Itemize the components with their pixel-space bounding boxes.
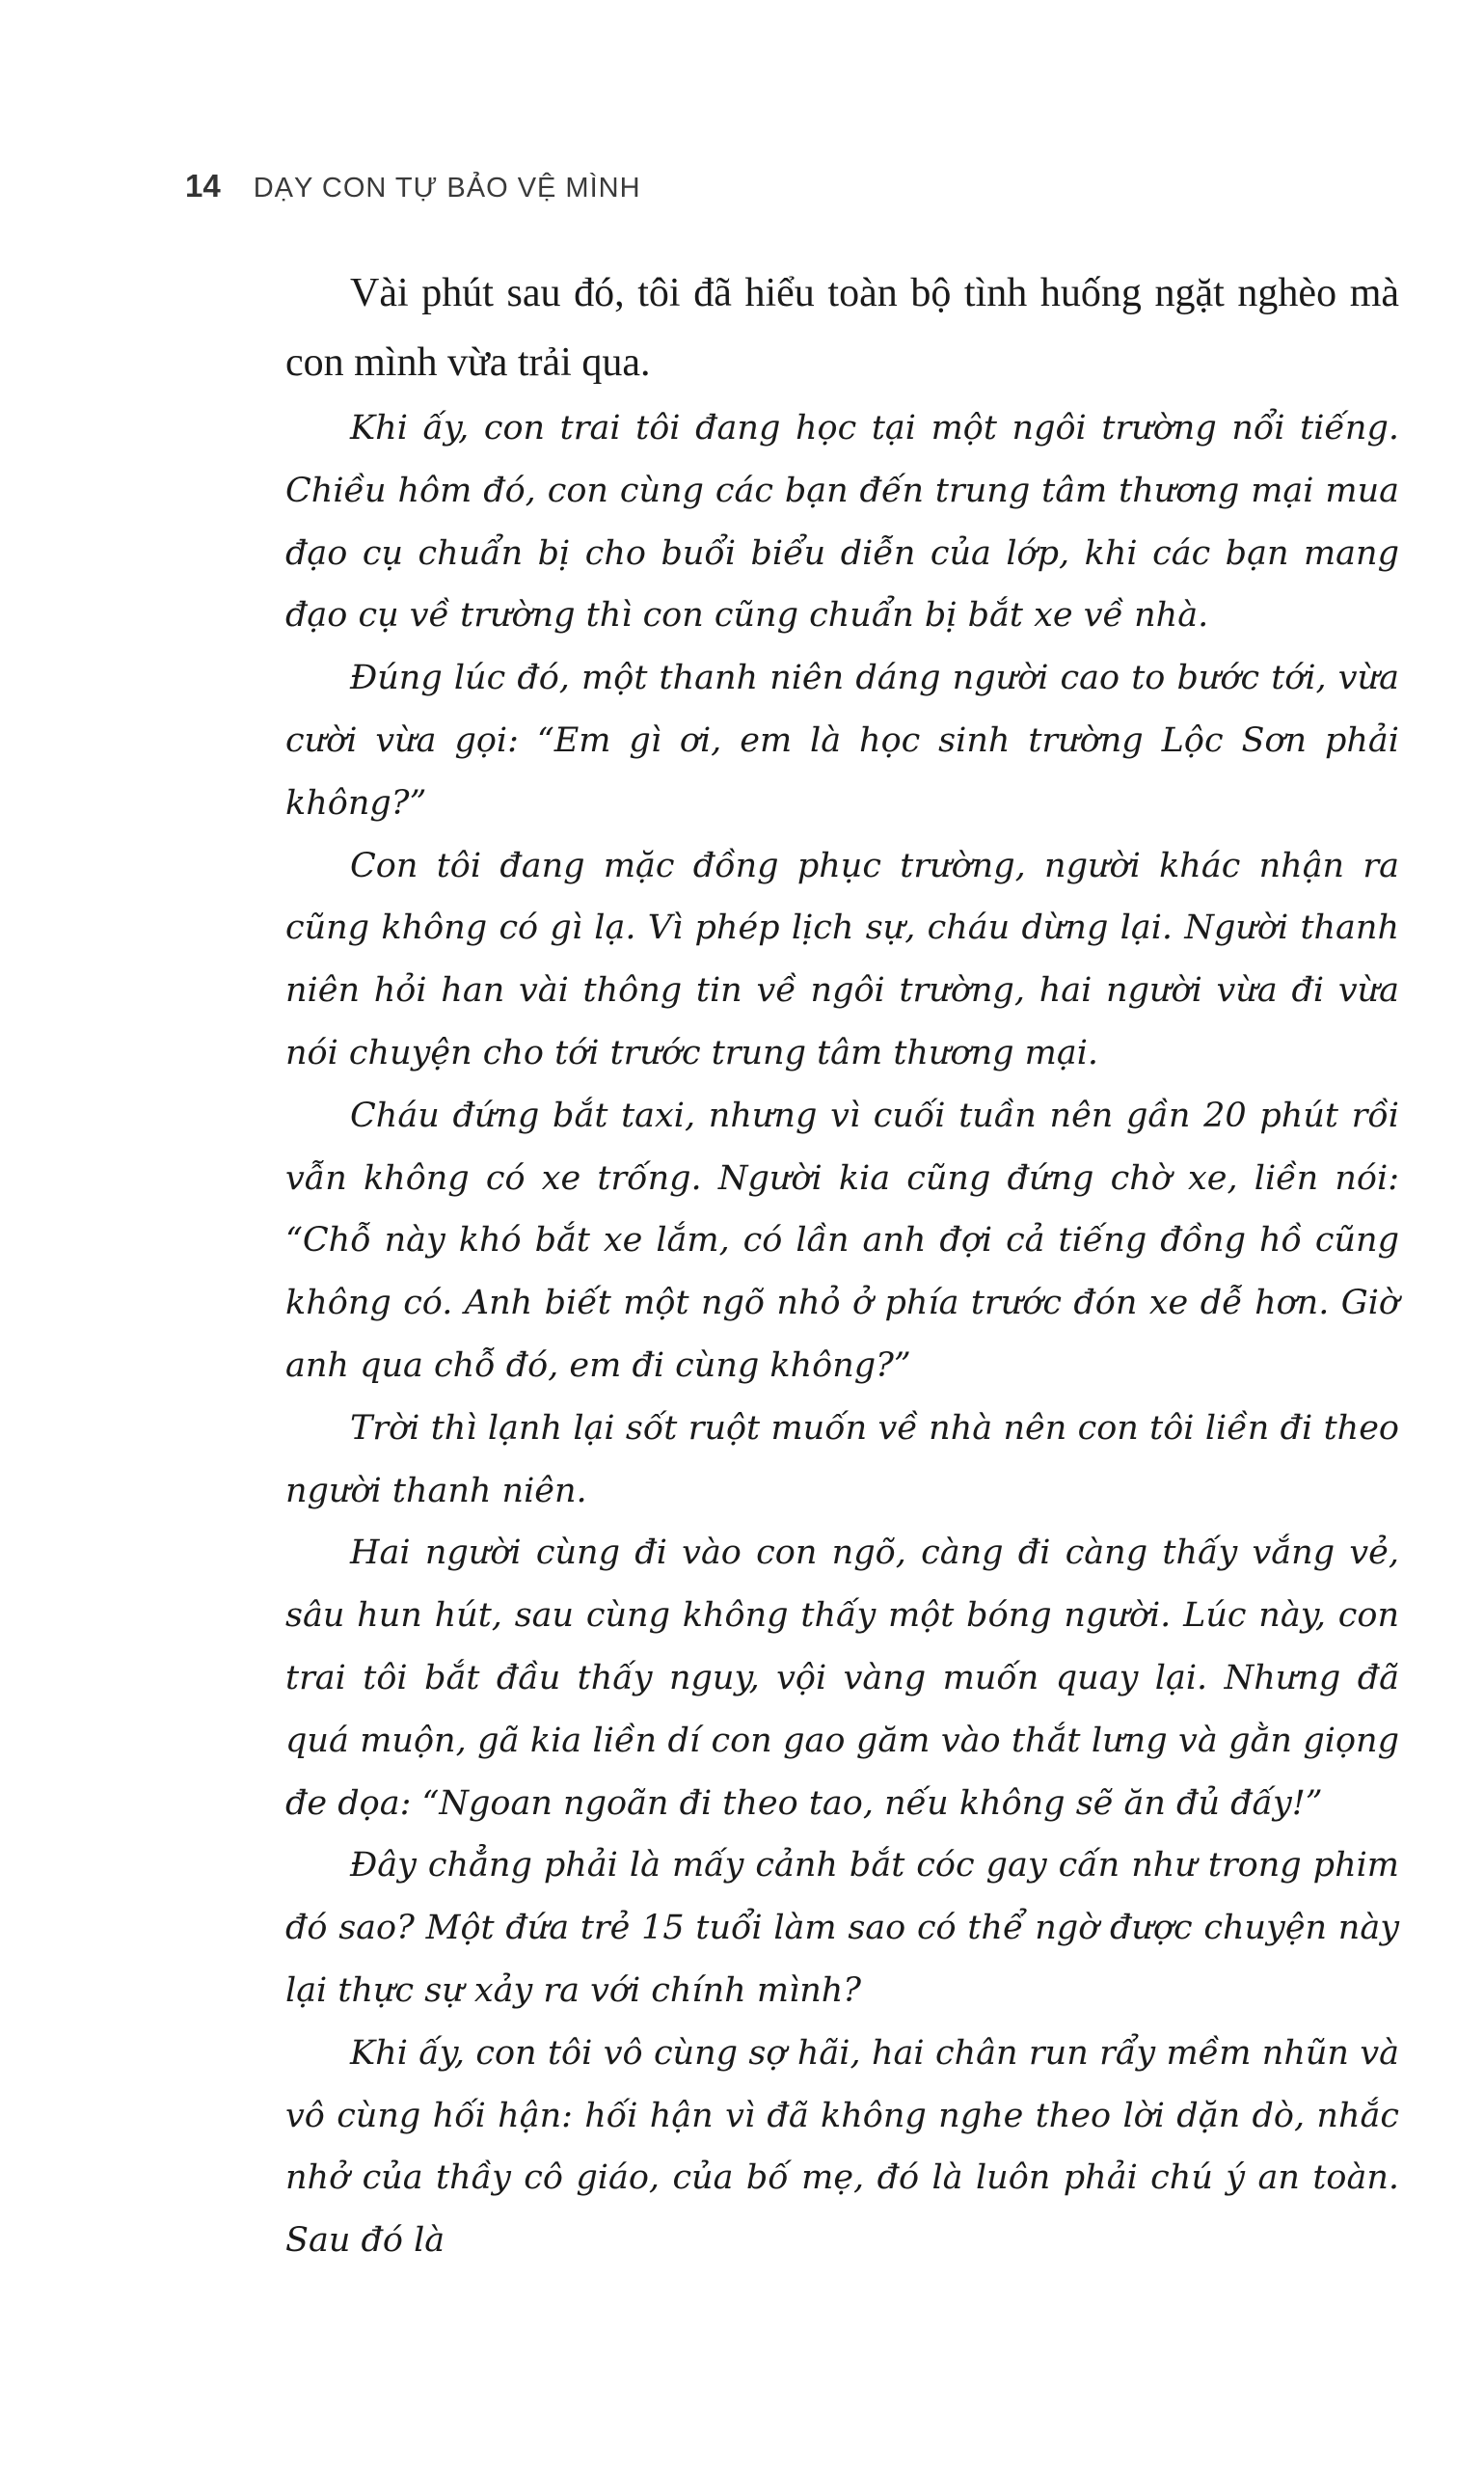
paragraph-intro: Vài phút sau đó, tôi đã hiểu toàn bộ tình huống ngặt nghèo mà con mình vừa trải qua. bbox=[285, 271, 1399, 385]
running-title: DẠY CON TỰ BẢO VỆ MÌNH bbox=[253, 173, 641, 203]
running-header bbox=[185, 168, 641, 204]
paragraph-alley: Hai người cùng đi vào con ngõ, càng đi càng thấy vắng vẻ, sâu hun hút, sau cùng không thấy một bóng người. Lúc này, con trai tôi bắt đầu thấy nguy, vội vàng muốn quay lại. Nhưng đã quá muộn, gã kia liền dí con gao găm vào thắt lưng và gằn giọng đe dọa: “Ngoan ngoãn đi theo tao, nếu không sẽ ăn đủ đấy!” bbox=[285, 1533, 1399, 1823]
paragraph-regret: Khi ấy, con tôi vô cùng sợ hãi, hai chân run rẩy mềm nhũn và vô cùng hối hận: hối hận vì đã không nghe theo lời dặn dò, nhắc nhở của thầy cô giáo, của bố mẹ, đó là luôn phải chú ý an toàn. Sau đó là bbox=[285, 2033, 1399, 2261]
paragraph-stranger-approach: Đúng lúc đó, một thanh niên dáng người cao to bước tới, vừa cười vừa gọi: “Em gì ơi, em là học sinh trường Lộc Sơn phải không?” bbox=[285, 659, 1399, 823]
paragraph-question: Đây chẳng phải là mấy cảnh bắt cóc gay cấn như trong phim đó sao? Một đứa trẻ 15 tuổi làm sao có thể ngờ được chuyện này lại thực sự xảy ra với chính mình? bbox=[285, 1846, 1399, 2010]
paragraph-taxi: Cháu đứng bắt taxi, nhưng vì cuối tuần nên gần 20 phút rồi vẫn không có xe trống. Người kia cũng đứng chờ xe, liền nói: “Chỗ này khó bắt xe lắm, có lần anh đợi cả tiếng đồng hồ cũng không có. Anh biết một ngõ nhỏ ở phía trước đón xe dễ hơn. Giờ anh qua chỗ đó, em đi cùng không?” bbox=[285, 1096, 1399, 1385]
paragraph-school: Khi ấy, con trai tôi đang học tại một ngôi trường nổi tiếng. Chiều hôm đó, con cùng các bạn đến trung tâm thương mại mua đạo cụ chuẩn bị cho buổi biểu diễn của lớp, khi các bạn mang đạo cụ về trường thì con cũng chuẩn bị bắt xe về nhà. bbox=[285, 409, 1399, 636]
paragraph-uniform: Con tôi đang mặc đồng phục trường, người khác nhận ra cũng không có gì lạ. Vì phép lịch sự, cháu dừng lại. Người thanh niên hỏi han vài thông tin về ngôi trường, hai người vừa đi vừa nói chuyện cho tới trước trung tâm thương mại. bbox=[285, 846, 1399, 1072]
paragraph-follow: Trời thì lạnh lại sốt ruột muốn về nhà nên con tôi liền đi theo người thanh niên. bbox=[285, 1408, 1399, 1510]
page-number: 14 bbox=[185, 168, 221, 203]
page-body-text bbox=[285, 258, 1399, 2272]
